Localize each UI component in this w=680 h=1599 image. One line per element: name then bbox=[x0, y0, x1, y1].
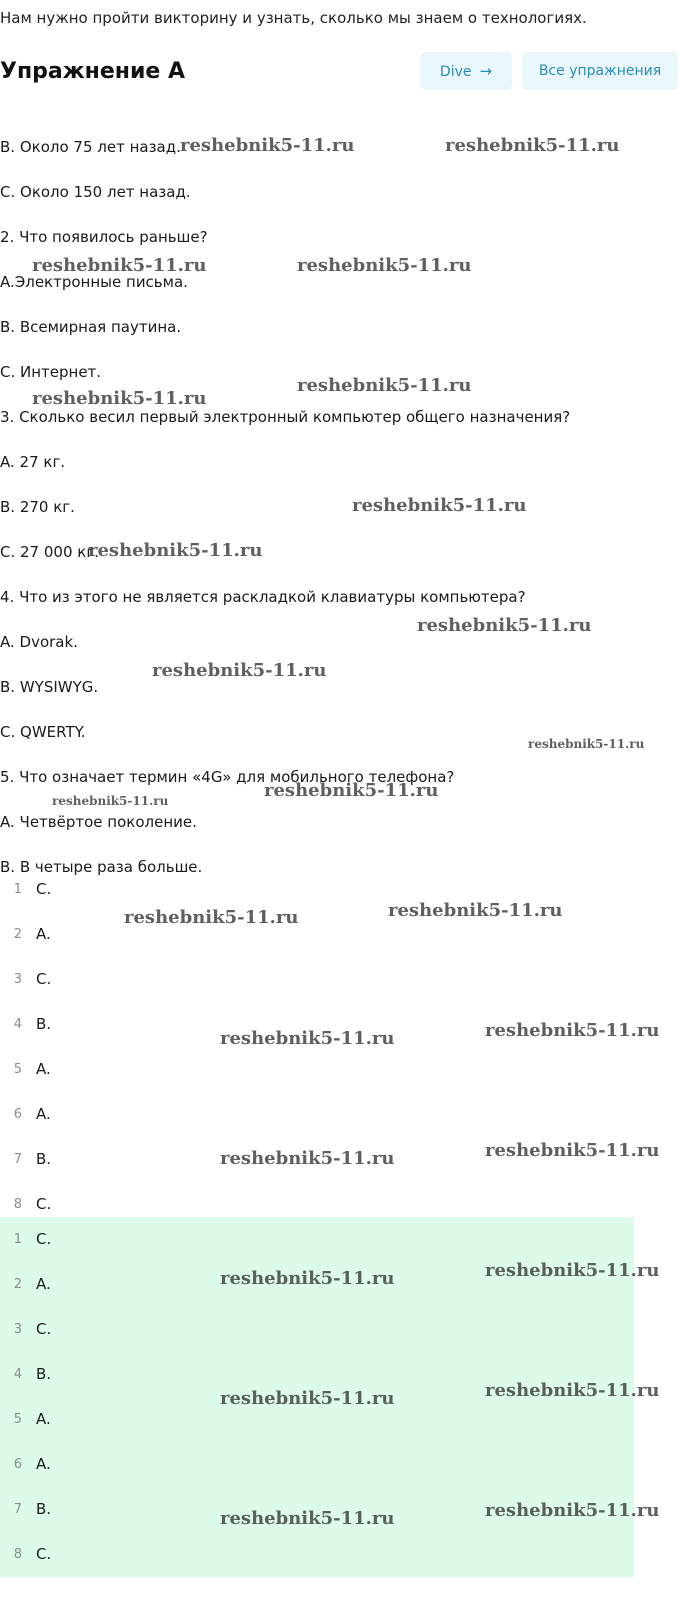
watermark: reshebnik5-11.ru bbox=[52, 794, 169, 808]
answer-row bbox=[0, 1352, 634, 1397]
answer-letter: A. bbox=[36, 1275, 51, 1293]
answer-letter: A. bbox=[36, 925, 51, 943]
quiz-line: A.Электронные письма. bbox=[0, 273, 188, 291]
answer-row bbox=[0, 1487, 634, 1532]
watermark: reshebnik5-11.ru bbox=[485, 1140, 660, 1161]
quiz-line: C. 27 000 кг. bbox=[0, 543, 99, 561]
line-number: 7 bbox=[13, 1502, 22, 1517]
answer-letter: C. bbox=[36, 1230, 52, 1248]
line-number: 2 bbox=[13, 1277, 22, 1292]
all-exercises-button[interactable] bbox=[522, 52, 678, 90]
watermark: reshebnik5-11.ru bbox=[220, 1268, 395, 1289]
watermark: reshebnik5-11.ru bbox=[220, 1028, 395, 1049]
answer-row bbox=[0, 1397, 634, 1442]
watermark: reshebnik5-11.ru bbox=[152, 660, 327, 681]
quiz-line: 3. Сколько весил первый электронный компьютер общего назначения? bbox=[0, 408, 571, 426]
quiz-line: B. 270 кг. bbox=[0, 498, 75, 516]
answer-row bbox=[0, 1047, 634, 1092]
answer-row bbox=[0, 1442, 634, 1487]
line-number: 3 bbox=[13, 972, 22, 987]
watermark: reshebnik5-11.ru bbox=[485, 1020, 660, 1041]
quiz-line: A. Dvorak. bbox=[0, 633, 78, 651]
line-number: 5 bbox=[13, 1412, 22, 1427]
watermark: reshebnik5-11.ru bbox=[32, 255, 207, 276]
watermark: reshebnik5-11.ru bbox=[485, 1500, 660, 1521]
answer-row bbox=[0, 1092, 634, 1137]
dive-button-label: Dive bbox=[439, 64, 472, 80]
watermark: reshebnik5-11.ru bbox=[485, 1260, 660, 1281]
quiz-line: B. В четыре раза больше. bbox=[0, 858, 203, 876]
line-number: 2 bbox=[13, 927, 22, 942]
watermark: reshebnik5-11.ru bbox=[297, 255, 472, 276]
line-number: 3 bbox=[13, 1322, 22, 1337]
watermark: reshebnik5-11.ru bbox=[220, 1508, 395, 1529]
quiz-line: 2. Что появилось раньше? bbox=[0, 228, 208, 246]
answer-letter: C. bbox=[36, 970, 52, 988]
answer-row bbox=[0, 1532, 634, 1577]
watermark: reshebnik5-11.ru bbox=[124, 907, 299, 928]
quiz-line: 4. Что из этого не является раскладкой клавиатуры компьютера? bbox=[0, 588, 526, 606]
watermark: reshebnik5-11.ru bbox=[297, 375, 472, 396]
answer-letter: C. bbox=[36, 1320, 52, 1338]
quiz-line: A. 27 кг. bbox=[0, 453, 66, 471]
answer-row bbox=[0, 1002, 634, 1047]
answer-key-list-highlighted bbox=[0, 1217, 634, 1577]
watermark: reshebnik5-11.ru bbox=[528, 737, 645, 751]
watermark: reshebnik5-11.ru bbox=[88, 540, 263, 561]
answer-letter: A. bbox=[36, 1410, 51, 1428]
answer-letter: B. bbox=[36, 1150, 52, 1168]
quiz-text bbox=[0, 125, 680, 876]
line-number: 4 bbox=[13, 1017, 22, 1032]
watermark: reshebnik5-11.ru bbox=[388, 900, 563, 921]
answer-row bbox=[0, 867, 634, 912]
quiz-line: A. Четвёртое поколение. bbox=[0, 813, 197, 831]
watermark: reshebnik5-11.ru bbox=[220, 1148, 395, 1169]
arrow-right-icon: → bbox=[479, 62, 493, 80]
answer-letter: B. bbox=[36, 1365, 52, 1383]
dive-button[interactable] bbox=[420, 52, 512, 90]
line-number: 7 bbox=[13, 1152, 22, 1167]
watermark: reshebnik5-11.ru bbox=[417, 615, 592, 636]
watermark: reshebnik5-11.ru bbox=[220, 1388, 395, 1409]
answer-letter: C. bbox=[36, 1195, 52, 1213]
answer-letter: B. bbox=[36, 1500, 52, 1518]
quiz-line: B. Около 75 лет назад. bbox=[0, 138, 181, 156]
answer-row bbox=[0, 1262, 634, 1307]
quiz-line: B. WYSIWYG. bbox=[0, 678, 99, 696]
answer-row bbox=[0, 1307, 634, 1352]
quiz-line: 5. Что означает термин «4G» для мобильного телефона? bbox=[0, 768, 455, 786]
answer-row bbox=[0, 1217, 634, 1262]
watermark: reshebnik5-11.ru bbox=[264, 780, 439, 801]
line-number: 4 bbox=[13, 1367, 22, 1382]
page-title: Упражнение A bbox=[0, 59, 185, 84]
watermark: reshebnik5-11.ru bbox=[32, 388, 207, 409]
all-exercises-label: Все упражнения bbox=[538, 63, 662, 79]
quiz-line: C. Около 150 лет назад. bbox=[0, 183, 191, 201]
line-number: 6 bbox=[13, 1107, 22, 1122]
watermark: reshebnik5-11.ru bbox=[180, 135, 355, 156]
quiz-line: C. QWERTY. bbox=[0, 723, 86, 741]
answer-letter: A. bbox=[36, 1060, 51, 1078]
quiz-line: C. Интернет. bbox=[0, 363, 102, 381]
line-number: 6 bbox=[13, 1457, 22, 1472]
line-number: 8 bbox=[13, 1547, 22, 1562]
answer-row bbox=[0, 957, 634, 1002]
answer-letter: A. bbox=[36, 1105, 51, 1123]
answer-letter: A. bbox=[36, 1455, 51, 1473]
answer-letter: C. bbox=[36, 880, 52, 898]
intro-text: Нам нужно пройти викторину и узнать, сколько мы знаем о технологиях. bbox=[0, 9, 587, 27]
answer-row bbox=[0, 1137, 634, 1182]
answer-letter: B. bbox=[36, 1015, 52, 1033]
line-number: 5 bbox=[13, 1062, 22, 1077]
line-number: 8 bbox=[13, 1197, 22, 1212]
watermark: reshebnik5-11.ru bbox=[485, 1380, 660, 1401]
answer-key-list bbox=[0, 867, 634, 1227]
answer-letter: C. bbox=[36, 1545, 52, 1563]
answer-row bbox=[0, 912, 634, 957]
watermark: reshebnik5-11.ru bbox=[352, 495, 527, 516]
quiz-line: B. Всемирная паутина. bbox=[0, 318, 182, 336]
line-number: 1 bbox=[13, 1232, 22, 1247]
line-number: 1 bbox=[13, 882, 22, 897]
watermark: reshebnik5-11.ru bbox=[445, 135, 620, 156]
